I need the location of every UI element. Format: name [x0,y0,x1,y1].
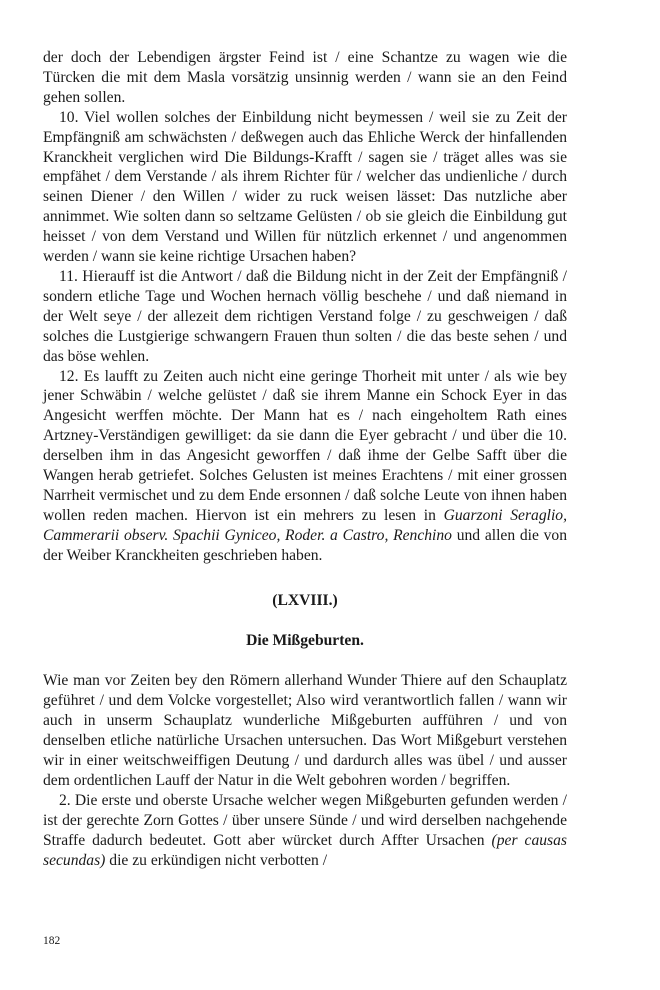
section-title: Die Mißgeburten. [246,632,364,650]
page-body [43,48,567,870]
paragraph-10: 10. Viel wollen solches der Einbildung nicht beymessen / weil sie zu Zeit der Empfängniß am schwächsten / deßwegen auch das Ehliche Werck der hinfallenden Kranckheit verglichen wird Die Bildungs-Krafft / sagen sie / träget alles was sie empfähet / dem Verstande / als ihrem Richter für / welcher das undienliche / durch seinen Diener / den Willen / wider zu ruck weisen lässet: Das nutzliche aber annimmet. Wie solten dann so seltzame Gelüsten / ob sie gleich die Einbildung gut heisset / von dem Verstand und Willen für nützlich erkennet / und angenommen werden / wann sie keine richtige Ursachen haben? [43,108,567,266]
paragraph-12-text: 12. Es laufft zu Zeiten auch nicht eine geringe Thorheit mit unter / als wie bey jener Schwäbin / welche gelüstet / daß sie ihrem Manne ein Schock Eyer in das Angesicht werffen möchte. Der Mann hat es / nach eingeholtem Rath eines Artzney-Verständigen gewilliget: da sie dann die Eyer gebracht / und über die 10. derselben ihm in das Angesicht geworffen / daß ihme der Gelbe Safft über die Wangen herab getriefet. Solches Gelusten ist meines Erachtens / mit einer grossen Narrheit vermischet und zu dem Ende ersonnen / daß solche Leute von ihnen haben wollen reden machen. Hiervon ist ein mehrers zu lesen in [43,367,567,524]
paragraph-continuation: der doch der Lebendigen ärgster Feind ist / eine Schantze zu wagen wie die Türcken die mit dem Masla vorsätzig unsinnig werden / wann sie an den Feind gehen sollen. [43,49,567,106]
paragraph-intro: Wie man vor Zeiten bey den Römern allerhand Wunder Thiere auf den Schauplatz geführet / und dem Volcke vorgestellet; Also wird verantwortlich fallen / wann wir auch in unserm Schauplatz wunderliche Mißgeburten aufführen / und von denselben etliche natürliche Ursachen untersuchen. Das Wort Mißgeburt verstehen wir in einer weitschweiffigen Deutung / und dardurch alles was übel / und ausser dem ordentlichen Lauff der Natur in die Welt gebohren worden / begriffen. [43,672,567,789]
paragraph-2-text-end: die zu erkündigen nicht verbotten / [105,851,328,869]
paragraph-2-text: 2. Die erste und oberste Ursache welcher wegen Mißgeburten gefunden werden / ist der gerechte Zorn Gottes / über unsere Sünde / und wird derselben nachgehende Straffe dadurch bedeutet. Gott aber würcket durch Affter Ursachen [43,791,567,849]
page-number: 182 [43,935,61,947]
section-number: (LXVIII.) [272,591,338,609]
paragraph-2 [43,791,567,871]
paragraph-2-latin: (per causas secundas) [43,831,567,869]
paragraph-12 [43,367,567,566]
paragraph-12-text-end: und allen die von der Weiber Kranckheiten geschrieben haben. [43,526,568,564]
paragraph-11: 11. Hierauff ist die Antwort / daß die Bildung nicht in der Zeit der Empfängniß / sondern etliche Tage und Wochen hernach völlig beschehe / und daß niemand in der Welt seye / der allezeit dem richtigen Verstand folge / zu geschweigen / daß solches die Lustgierige schwangern Frauen thun solten / die das beste sehen / und das böse wehlen. [43,267,567,365]
paragraph-12-citation: Guarzoni Seraglio, Cammerarii observ. Spachii Gyniceo, Roder. a Castro, Renchino [43,506,568,544]
